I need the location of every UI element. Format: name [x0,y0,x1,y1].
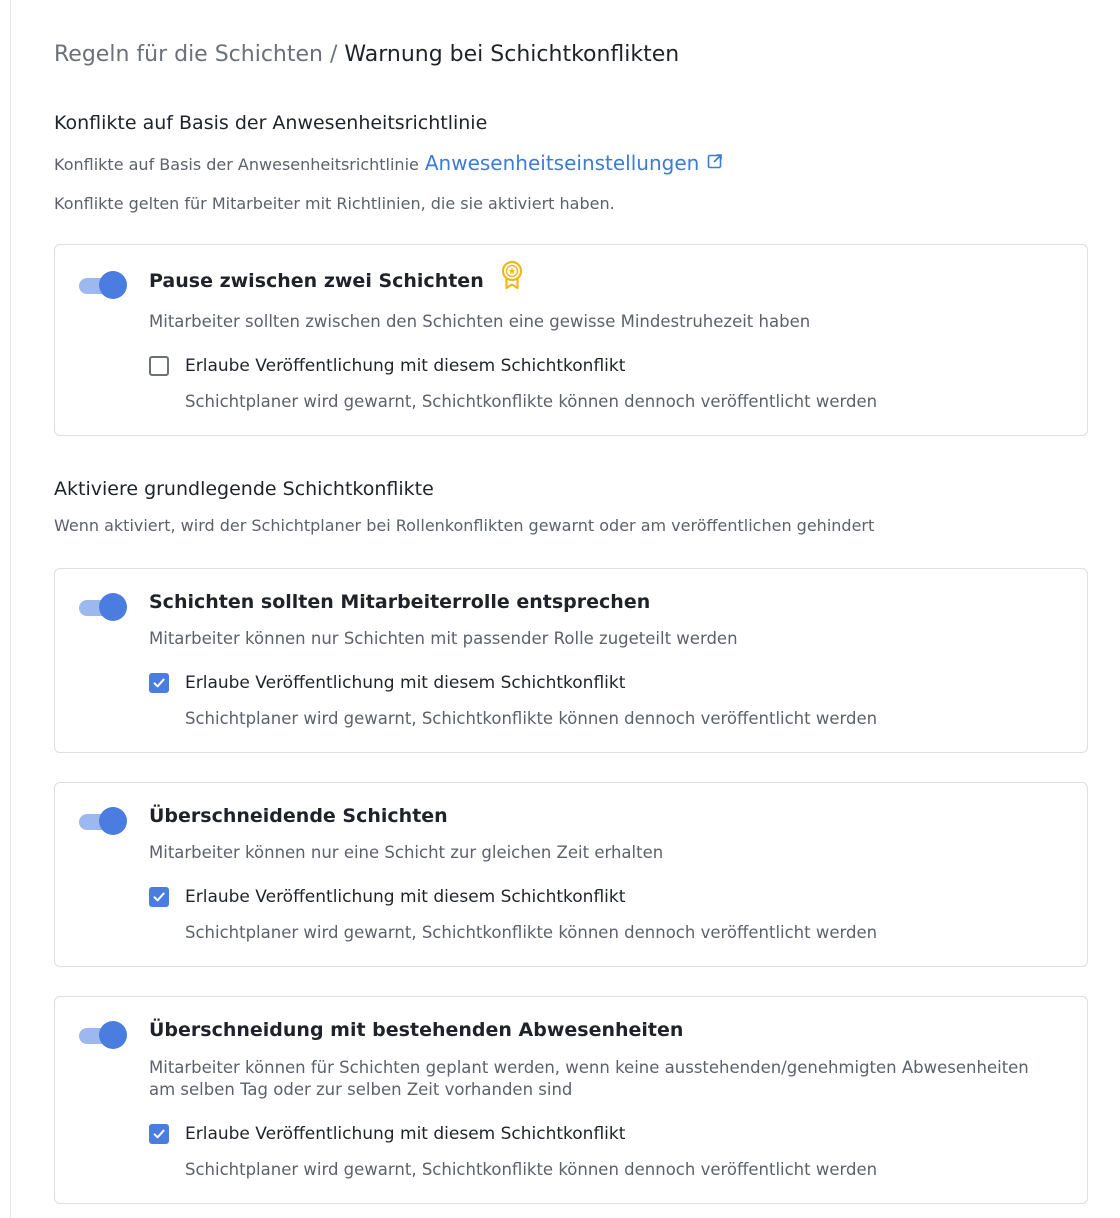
toggle-knob [99,1021,127,1049]
rule-title: Schichten sollten Mitarbeiterrolle entsprechen [149,591,651,613]
allow-publish-checkbox[interactable] [149,673,169,693]
checkmark-icon [152,1127,166,1141]
premium-badge-icon [500,260,524,297]
rule-title-text: Pause zwischen zwei Schichten [149,270,484,292]
rule-toggle-overlapping-shifts[interactable] [77,807,129,835]
allow-publish-row [149,355,625,377]
rule-title [149,266,524,297]
left-divider [10,0,11,1218]
rule-toggle-existing-absences[interactable] [77,1021,129,1049]
policy-section-description [54,152,723,176]
policy-section-title: Konflikte auf Basis der Anwesenheitsrichtlinie [54,112,488,134]
rule-description: Mitarbeiter können für Schichten geplant werden, wenn keine ausstehenden/genehmigten Abwesenheiten am selben Tag oder zur selben Zeit vorhanden sind [149,1058,1029,1099]
rule-description: Mitarbeiter sollten zwischen den Schichten eine gewisse Mindestruhezeit haben [149,312,811,331]
allow-publish-checkbox[interactable] [149,887,169,907]
breadcrumb-current: Warnung bei Schichtkonflikten [344,42,680,67]
rule-card-role-match [54,568,1088,753]
allow-publish-label[interactable]: Erlaube Veröffentlichung mit diesem Schichtkonflikt [185,673,626,693]
external-link-icon[interactable] [707,153,723,175]
rule-card-overlapping-shifts [54,782,1088,967]
allow-publish-hint: Schichtplaner wird gewarnt, Schichtkonflikte können dennoch veröffentlicht werden [185,709,878,728]
breadcrumb-separator: / [329,42,338,67]
allow-publish-row [149,1123,625,1145]
allow-publish-label[interactable]: Erlaube Veröffentlichung mit diesem Schichtkonflikt [185,356,626,376]
rule-toggle-rest-between-shifts[interactable] [77,271,129,299]
allow-publish-row [149,886,625,908]
breadcrumb-parent[interactable]: Regeln für die Schichten [54,42,323,67]
checkmark-icon [152,676,166,690]
basic-section-title: Aktiviere grundlegende Schichtkonflikte [54,478,434,500]
toggle-knob [99,593,127,621]
rule-card-existing-absences [54,996,1088,1204]
basic-section-description: Wenn aktiviert, wird der Schichtplaner bei Rollenkonflikten gewarnt oder am veröffentlichen gehindert [54,516,875,535]
allow-publish-checkbox[interactable] [149,356,169,376]
policy-description-text: Konflikte auf Basis der Anwesenheitsrichtlinie [54,155,419,174]
attendance-settings-link[interactable]: Anwesenheitseinstellungen [424,151,700,175]
allow-publish-row [149,672,625,694]
rule-toggle-role-match[interactable] [77,593,129,621]
rule-description: Mitarbeiter können nur Schichten mit passender Rolle zugeteilt werden [149,629,738,648]
allow-publish-label[interactable]: Erlaube Veröffentlichung mit diesem Schichtkonflikt [185,887,626,907]
breadcrumb [54,40,679,70]
rule-title: Überschneidende Schichten [149,805,448,827]
rule-description: Mitarbeiter können nur eine Schicht zur gleichen Zeit erhalten [149,843,664,862]
policy-section-note: Konflikte gelten für Mitarbeiter mit Richtlinien, die sie aktiviert haben. [54,194,615,213]
allow-publish-checkbox[interactable] [149,1124,169,1144]
rule-title: Überschneidung mit bestehenden Abwesenheiten [149,1019,684,1041]
toggle-knob [99,807,127,835]
toggle-knob [99,271,127,299]
rule-card-rest-between-shifts [54,244,1088,436]
checkmark-icon [152,890,166,904]
allow-publish-hint: Schichtplaner wird gewarnt, Schichtkonflikte können dennoch veröffentlicht werden [185,392,878,411]
allow-publish-hint: Schichtplaner wird gewarnt, Schichtkonflikte können dennoch veröffentlicht werden [185,923,878,942]
allow-publish-hint: Schichtplaner wird gewarnt, Schichtkonflikte können dennoch veröffentlicht werden [185,1160,878,1179]
allow-publish-label[interactable]: Erlaube Veröffentlichung mit diesem Schichtkonflikt [185,1124,626,1144]
